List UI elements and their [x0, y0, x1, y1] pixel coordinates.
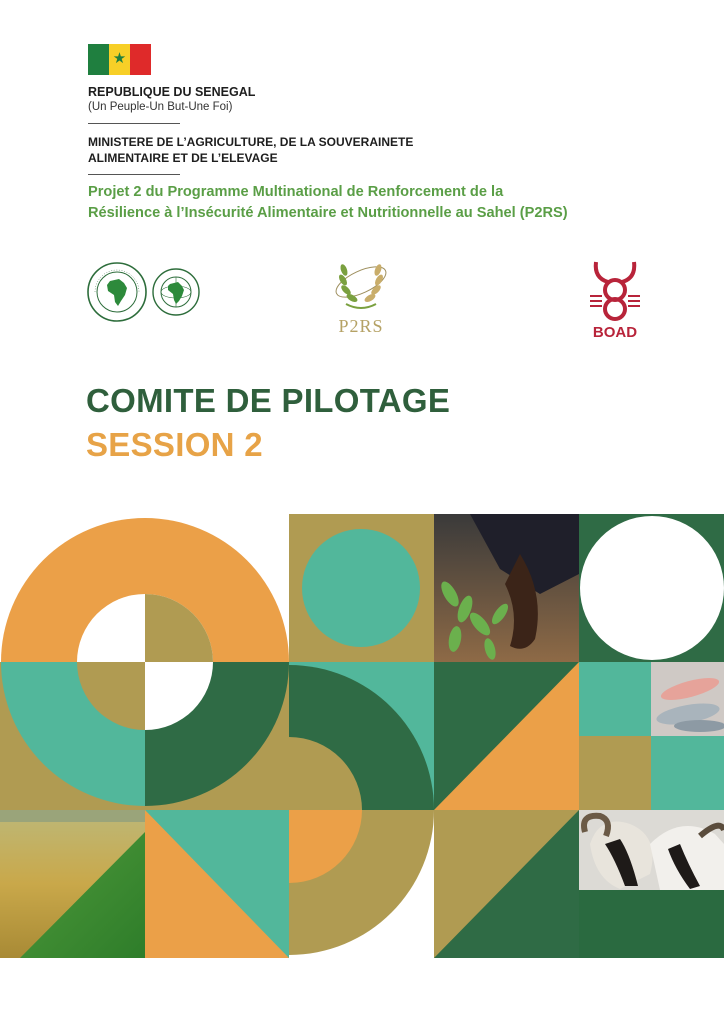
afdb-logo	[86, 261, 148, 323]
ministry-line-2: ALIMENTAIRE ET DE L’ELEVAGE	[88, 151, 278, 165]
project-line-1: Projet 2 du Programme Multinational de Renforcement de la	[88, 184, 504, 200]
photo-rice-field	[0, 810, 145, 958]
tile	[579, 736, 651, 810]
triangle-tile	[434, 662, 579, 810]
ring-shape-lower	[0, 662, 289, 810]
photo-sheep	[579, 810, 724, 958]
boad-label: BOAD	[592, 324, 638, 341]
national-motto: (Un Peuple-Un But-Une Foi)	[88, 101, 233, 113]
triangle-tile	[145, 810, 289, 958]
country-name: REPUBLIQUE DU SENEGAL	[88, 85, 256, 99]
divider	[88, 123, 180, 124]
project-title	[88, 182, 568, 224]
project-line-2: Résilience à l’Insécurité Alimentaire et Nutritionnelle au Sahel (P2RS)	[88, 205, 568, 221]
tile	[579, 662, 651, 736]
circle-shape	[302, 529, 420, 647]
tile	[651, 736, 724, 810]
p2rs-label: P2RS	[338, 316, 384, 336]
session-title: SESSION 2	[86, 426, 263, 463]
circle-shape	[580, 516, 724, 660]
senegal-flag	[88, 44, 151, 75]
triangle-tile	[434, 810, 579, 958]
afdf-logo	[151, 261, 201, 323]
divider	[88, 174, 180, 175]
photo-fish	[651, 662, 724, 736]
boad-emblem-icon	[586, 258, 644, 322]
ministry-line-1: MINISTERE DE L’AGRICULTURE, DE LA SOUVERAINETE	[88, 135, 414, 149]
cover-mosaic	[0, 514, 724, 958]
p2rs-logo	[330, 258, 392, 338]
star-icon: ★	[112, 50, 127, 67]
wheat-icon	[330, 258, 392, 314]
boad-logo	[586, 258, 644, 342]
document-title: COMITE DE PILOTAGE	[86, 382, 451, 419]
photo-farmer-planting	[434, 514, 579, 662]
ministry-name	[88, 134, 413, 166]
